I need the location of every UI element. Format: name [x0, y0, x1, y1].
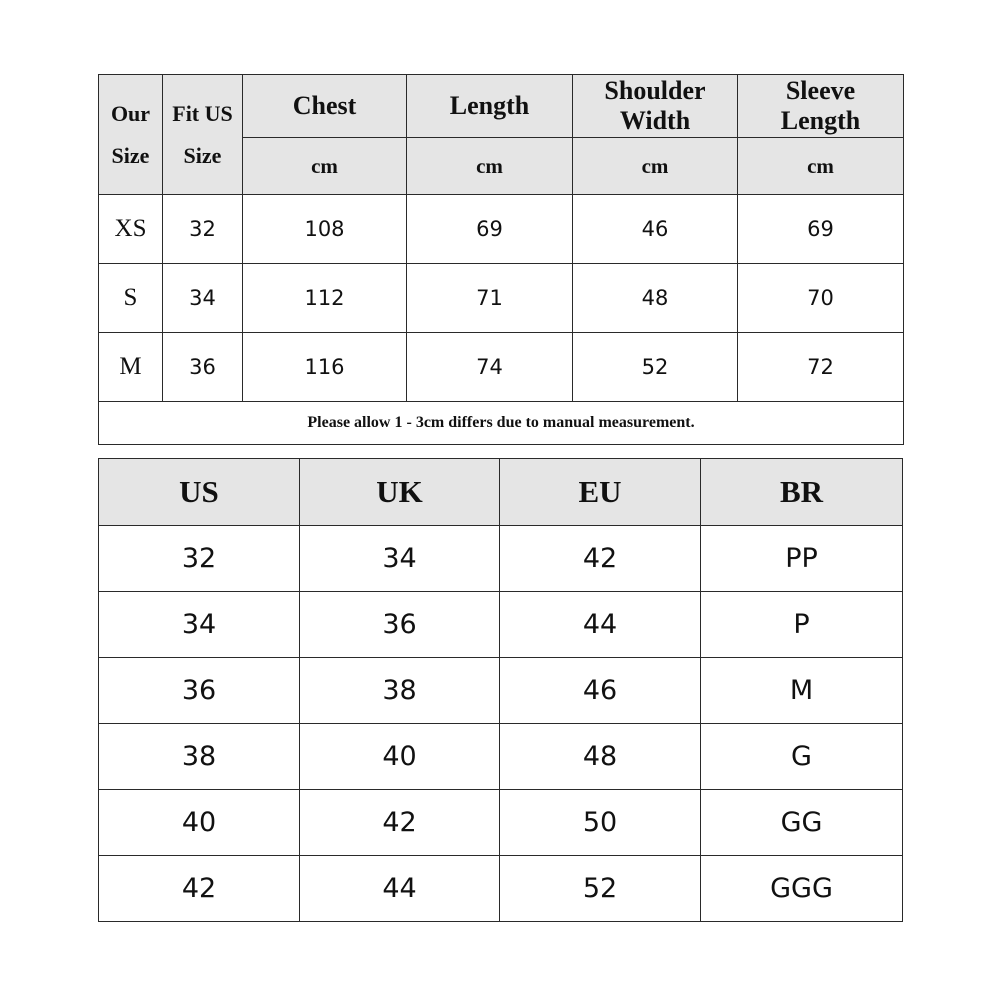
- sleeve-value: 70: [738, 264, 904, 333]
- br-value: PP: [701, 526, 903, 592]
- uk-value: 38: [300, 658, 500, 724]
- us-size-value: 36: [163, 333, 243, 402]
- uk-value: 44: [300, 856, 500, 922]
- size-chart-table: [98, 74, 904, 445]
- us-value: 32: [99, 526, 300, 592]
- eu-value: 42: [500, 526, 701, 592]
- shoulder-value: 46: [573, 195, 738, 264]
- shoulder-value: 48: [573, 264, 738, 333]
- sleeve-value: 69: [738, 195, 904, 264]
- header-our-size: Our Size: [99, 75, 163, 195]
- table-row: [99, 856, 903, 922]
- uk-value: 36: [300, 592, 500, 658]
- size-conversion-table: [98, 458, 903, 922]
- header-us: US: [99, 459, 300, 526]
- unit-sleeve: cm: [738, 138, 904, 195]
- header-chest: Chest: [243, 75, 407, 138]
- header-shoulder-width: Shoulder Width: [573, 75, 738, 138]
- table-row: [99, 724, 903, 790]
- shoulder-value: 52: [573, 333, 738, 402]
- header-br: BR: [701, 459, 903, 526]
- us-value: 38: [99, 724, 300, 790]
- header-fit-us-size: Fit US Size: [163, 75, 243, 195]
- table-row: [99, 264, 904, 333]
- eu-value: 52: [500, 856, 701, 922]
- size-label: M: [99, 333, 163, 402]
- us-value: 34: [99, 592, 300, 658]
- us-size-value: 34: [163, 264, 243, 333]
- header-eu: EU: [500, 459, 701, 526]
- eu-value: 48: [500, 724, 701, 790]
- size-label: XS: [99, 195, 163, 264]
- eu-value: 50: [500, 790, 701, 856]
- uk-value: 34: [300, 526, 500, 592]
- us-value: 40: [99, 790, 300, 856]
- us-size-value: 32: [163, 195, 243, 264]
- length-value: 71: [407, 264, 573, 333]
- br-value: M: [701, 658, 903, 724]
- br-value: P: [701, 592, 903, 658]
- unit-length: cm: [407, 138, 573, 195]
- table-row: [99, 592, 903, 658]
- unit-chest: cm: [243, 138, 407, 195]
- table-row: [99, 195, 904, 264]
- uk-value: 40: [300, 724, 500, 790]
- header-sleeve-length: Sleeve Length: [738, 75, 904, 138]
- us-value: 42: [99, 856, 300, 922]
- br-value: G: [701, 724, 903, 790]
- unit-shoulder: cm: [573, 138, 738, 195]
- uk-value: 42: [300, 790, 500, 856]
- table-row: [99, 333, 904, 402]
- table-row: [99, 526, 903, 592]
- size-label: S: [99, 264, 163, 333]
- chest-value: 116: [243, 333, 407, 402]
- chest-value: 108: [243, 195, 407, 264]
- header-length: Length: [407, 75, 573, 138]
- chest-value: 112: [243, 264, 407, 333]
- us-value: 36: [99, 658, 300, 724]
- table-row: [99, 658, 903, 724]
- sleeve-value: 72: [738, 333, 904, 402]
- br-value: GG: [701, 790, 903, 856]
- length-value: 69: [407, 195, 573, 264]
- eu-value: 46: [500, 658, 701, 724]
- length-value: 74: [407, 333, 573, 402]
- measurement-note: Please allow 1 - 3cm differs due to manual measurement.: [99, 402, 904, 445]
- eu-value: 44: [500, 592, 701, 658]
- header-uk: UK: [300, 459, 500, 526]
- br-value: GGG: [701, 856, 903, 922]
- table-row: [99, 790, 903, 856]
